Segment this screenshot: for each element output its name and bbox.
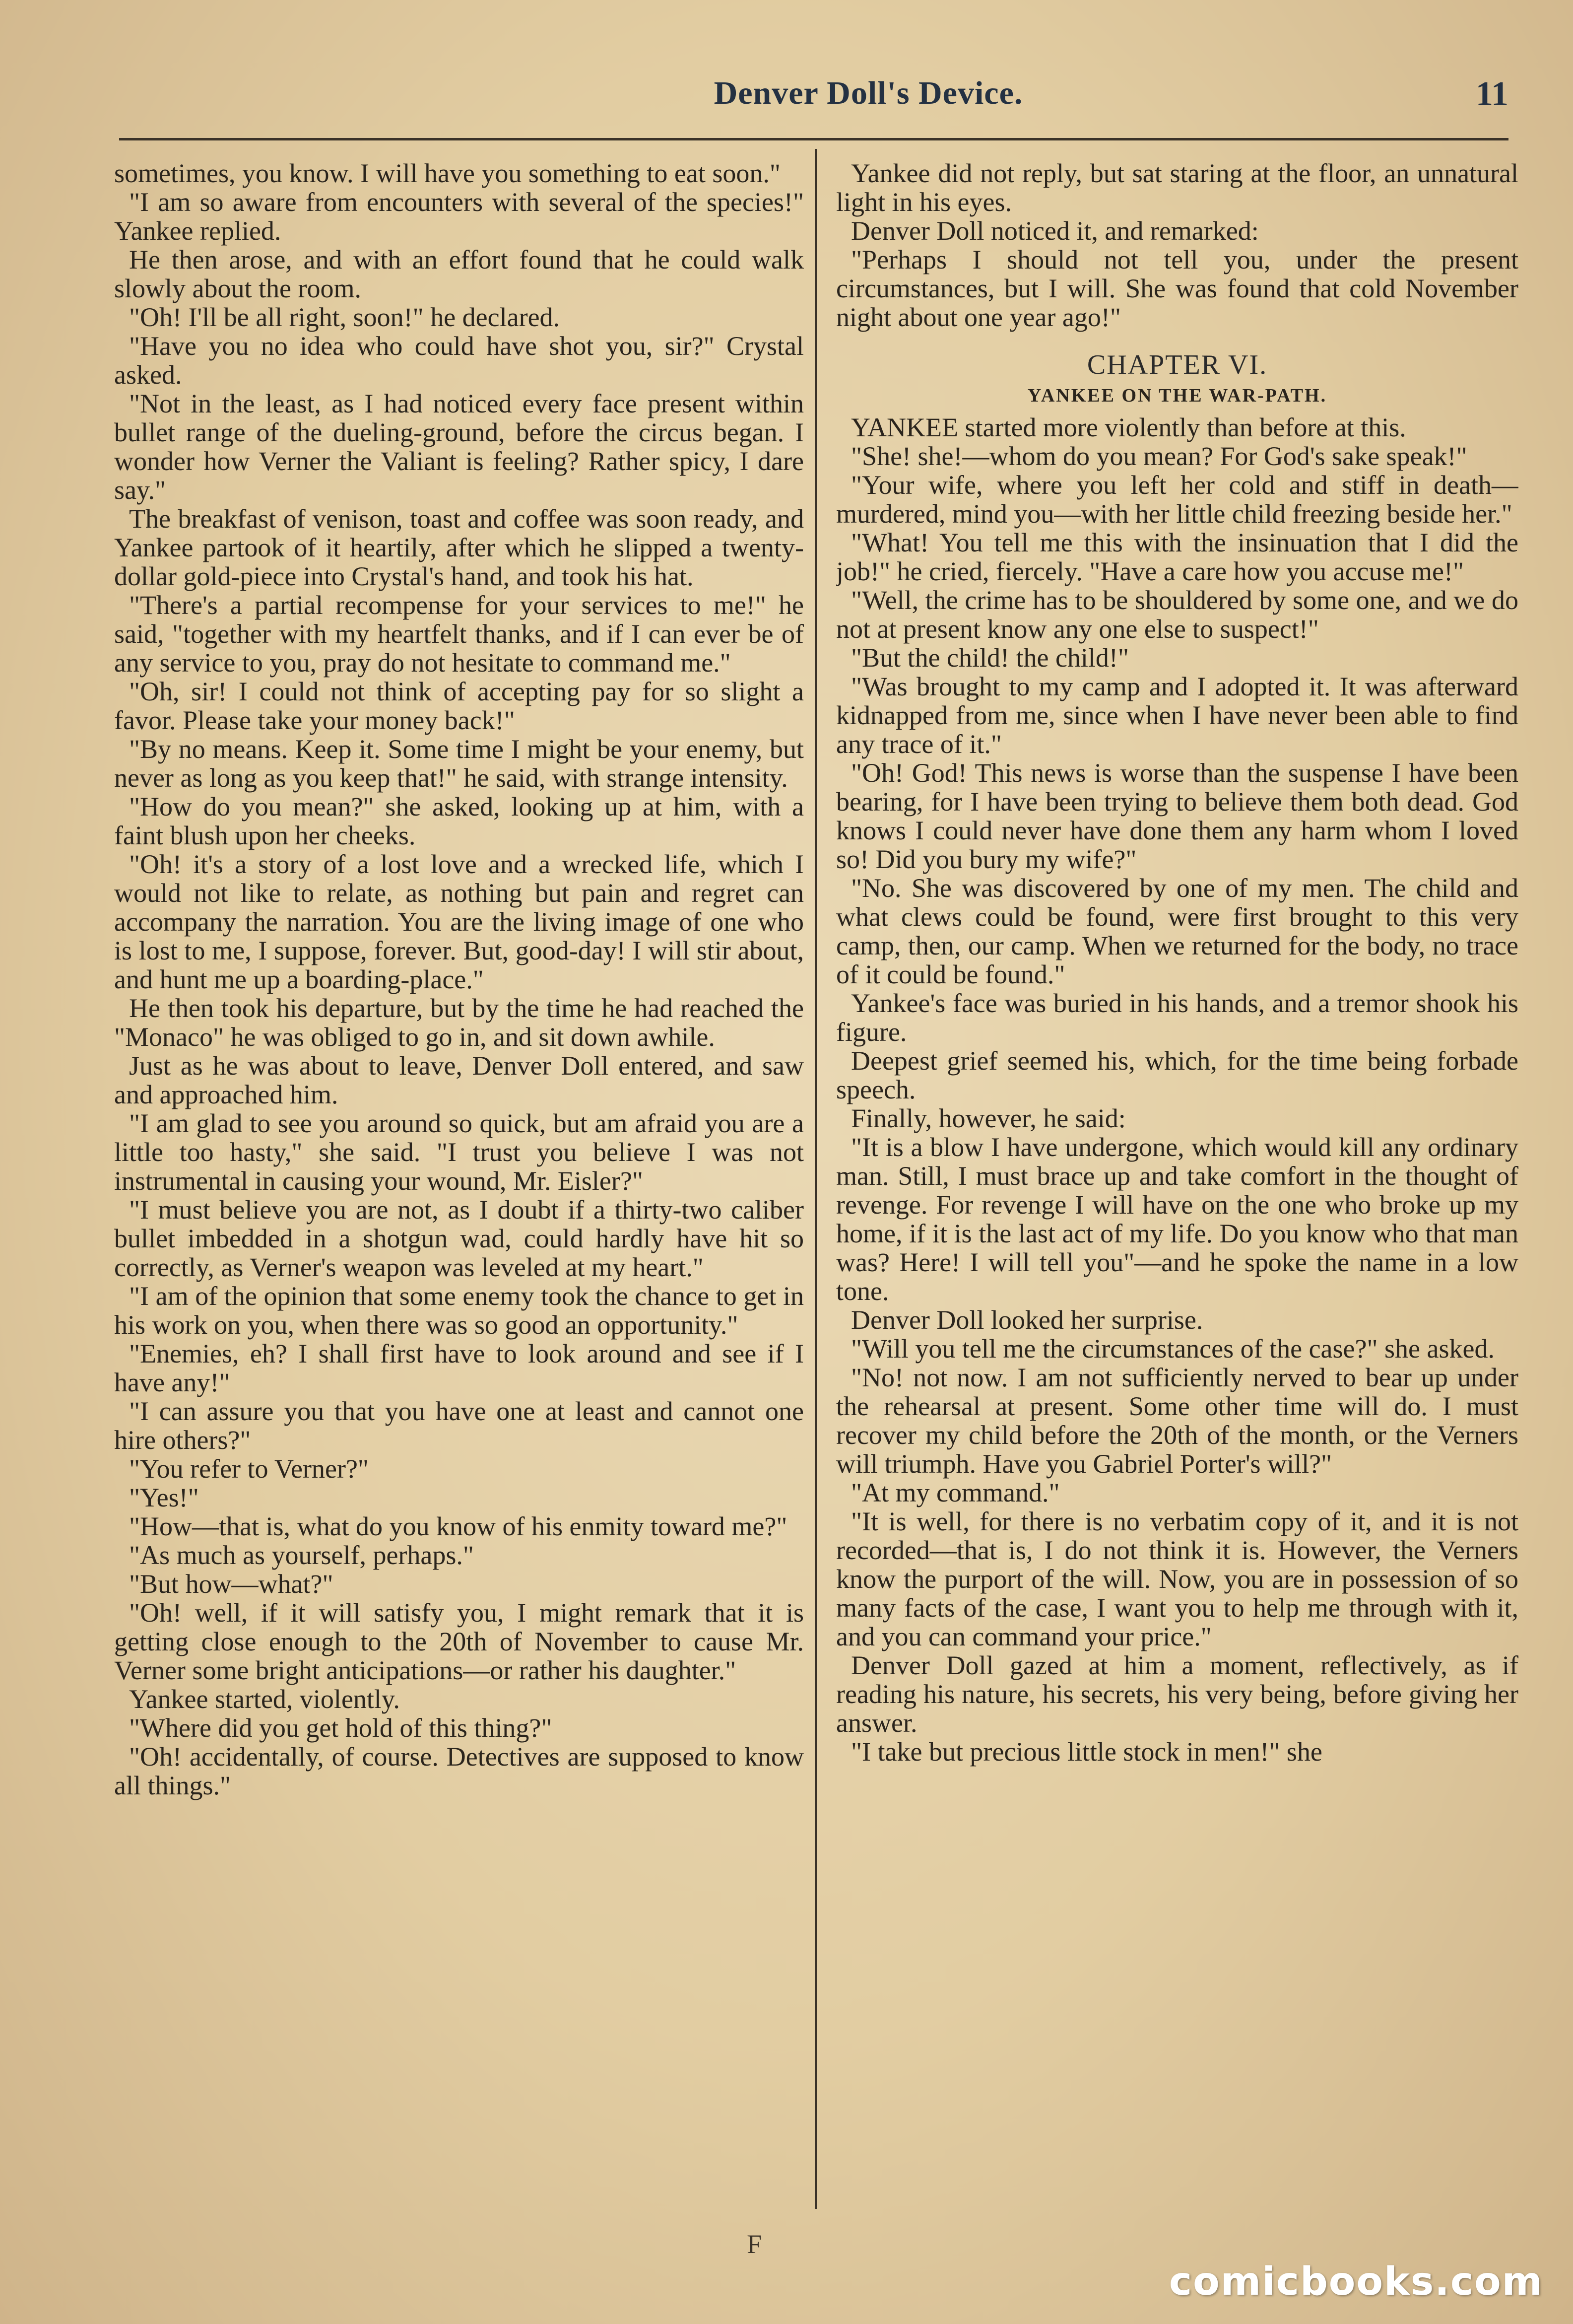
paragraph: "I am of the opinion that some enemy took the chance to get in his work on you, when there was so good an opportunity." (114, 1281, 804, 1340)
paragraph: He then arose, and with an effort found that he could walk slowly about the room. (114, 245, 804, 303)
running-title: Denver Doll's Device. (714, 75, 1023, 111)
chapter-heading: CHAPTER VI. (1087, 349, 1268, 380)
left-column (114, 159, 804, 2234)
paragraph: Denver Doll noticed it, and remarked: (851, 216, 1259, 246)
paragraph: "It is well, for there is no verbatim copy of it, and it is not recorded—that is, I do not think it is. However, the Verners know the purport of the will. Now, you are in possession of so many facts of the case, I want you to help me through with it, and you can command your price." (836, 1506, 1518, 1651)
paragraph: "By no means. Keep it. Some time I might be your enemy, but never as long as you keep that!" he said, with strange intensity. (114, 734, 804, 793)
right-column (836, 159, 1518, 2234)
paragraph: "I take but precious little stock in men!" she (851, 1737, 1322, 1767)
paragraph: "Oh! God! This news is worse than the suspense I have been bearing, for I have been trying to believe them both dead. God knows I could never have done them any harm whom I loved so! Did you bury my wife?" (836, 758, 1518, 874)
paragraph: "Oh! I'll be all right, soon!" he declared. (129, 302, 560, 332)
paragraph: YANKEE started more violently than before at this. (851, 412, 1406, 442)
paragraph: "How—that is, what do you know of his enmity toward me?" (129, 1511, 787, 1541)
paragraph: "I must believe you are not, as I doubt if a thirty-two caliber bullet imbedded in a shotgun wad, could hardly have hit so correctly, as Verner's weapon was leveled at my heart." (114, 1195, 804, 1282)
paragraph: The breakfast of venison, toast and coffee was soon ready, and Yankee partook of it heartily, after which he slipped a twenty-dollar gold-piece into Crystal's hand, and took his hat. (114, 504, 804, 591)
paragraph: "As much as yourself, perhaps." (129, 1540, 474, 1570)
paragraph: "Was brought to my camp and I adopted it. It was afterward kidnapped from me, since when I have never been able to find any trace of it." (836, 672, 1518, 759)
paragraph: "Not in the least, as I had noticed every face present within bullet range of the dueling-ground, before the circus began. I wonder how Verner the Valiant is feeling? Rather spicy, I dare say." (114, 389, 804, 505)
paragraph: "Where did you get hold of this thing?" (129, 1713, 552, 1743)
paragraph: Yankee started, violently. (129, 1684, 400, 1714)
paragraph: Denver Doll looked her surprise. (851, 1305, 1203, 1335)
watermark: comicbooks.com (1169, 2259, 1543, 2304)
paragraph: "How do you mean?" she asked, looking up at him, with a faint blush upon her cheeks. (114, 792, 804, 850)
paragraph: "Perhaps I should not tell you, under the present circumstances, but I will. She was found that cold November night about one year ago!" (836, 245, 1518, 332)
paragraph: sometimes, you know. I will have you something to eat soon." (114, 159, 781, 188)
chapter-subtitle: YANKEE ON THE WAR-PATH. (1027, 385, 1327, 406)
paragraph: "No! not now. I am not sufficiently nerved to bear up under the rehearsal at present. Some other time will do. I must recover my child before the 20th of the month, or the Verners will triumph. Have you Gabriel Porter's will?" (836, 1363, 1518, 1479)
paragraph: "I am glad to see you around so quick, but am afraid you are a little too hasty," she said. "I trust you believe I was not instrumental in causing your wound, Mr. Eisler?" (114, 1108, 804, 1196)
paragraph: "She! she!—whom do you mean? For God's sake speak!" (851, 441, 1467, 471)
paragraph: Deepest grief seemed his, which, for the time being forbade speech. (836, 1046, 1518, 1104)
paragraph: "But how—what?" (129, 1569, 333, 1599)
paragraph: "I can assure you that you have one at least and cannot one hire others?" (114, 1396, 804, 1455)
paragraph: Yankee did not reply, but sat staring at the floor, an unnatural light in his eyes. (836, 159, 1518, 217)
paragraph: "Oh, sir! I could not think of accepting pay for so slight a favor. Please take your money back!" (114, 677, 804, 735)
signature-mark: F (747, 2229, 762, 2259)
paragraph: "Have you no idea who could have shot you, sir?" Crystal asked. (114, 331, 804, 390)
paragraph: "Oh! accidentally, of course. Detectives are supposed to know all things." (114, 1742, 804, 1800)
paragraph: "I am so aware from encounters with several of the species!" Yankee replied. (114, 187, 804, 246)
column-divider (815, 149, 817, 2209)
paragraph: Yankee's face was buried in his hands, and a tremor shook his figure. (836, 988, 1518, 1047)
paragraph: "You refer to Verner?" (129, 1454, 369, 1484)
paragraph: "Yes!" (129, 1483, 199, 1512)
paragraph: He then took his departure, but by the time he had reached the "Monaco" he was obliged to go in, and sit down awhile. (114, 993, 804, 1052)
page-header (119, 74, 1508, 129)
page-number: 11 (1475, 75, 1508, 113)
paragraph: "Oh! it's a story of a lost love and a wrecked life, which I would not like to relate, as nothing but pain and regret can accompany the narration. You are the living image of one who is lost to me, I suppose, forever. But, good-day! I will stir about, and hunt me up a boarding-place." (114, 849, 804, 994)
paragraph: "But the child! the child!" (851, 643, 1129, 673)
header-rule (119, 138, 1508, 140)
paragraph: "Oh! well, if it will satisfy you, I might remark that it is getting close enough to the 20th of November to cause Mr. Verner some bright anticipations—or rather his daughter." (114, 1598, 804, 1685)
paragraph: "Enemies, eh? I shall first have to look around and see if I have any!" (114, 1339, 804, 1397)
paragraph: "Well, the crime has to be shouldered by some one, and we do not at present know any one else to suspect!" (836, 585, 1518, 644)
paragraph: Finally, however, he said: (851, 1103, 1126, 1133)
paragraph: "No. She was discovered by one of my men. The child and what clews could be found, were first brought to this very camp, then, our camp. When we returned for the body, no trace of it could be found." (836, 873, 1518, 989)
paragraph: "At my command." (851, 1478, 1060, 1507)
paragraph: Just as he was about to leave, Denver Doll entered, and saw and approached him. (114, 1051, 804, 1109)
paragraph: "There's a partial recompense for your services to me!" he said, "together with my heartfelt thanks, and if I can ever be of any service to you, pray do not hesitate to command me." (114, 590, 804, 678)
paragraph: "It is a blow I have undergone, which would kill any ordinary man. Still, I must brace up and take comfort in the thought of revenge. For revenge I will have on the one who broke up my home, if it is the last act of my life. Do you know who that man was? Here! I will tell you"—and he spoke the name in a low tone. (836, 1132, 1518, 1306)
paragraph: "Will you tell me the circumstances of the case?" she asked. (851, 1334, 1495, 1364)
paragraph: "What! You tell me this with the insinuation that I did the job!" he cried, fiercely. "Have a care how you accuse me!" (836, 528, 1518, 586)
paragraph: "Your wife, where you left her cold and stiff in death—murdered, mind you—with her little child freezing beside her." (836, 470, 1518, 529)
paragraph: Denver Doll gazed at him a moment, reflectively, as if reading his nature, his secrets, his very being, before giving her answer. (836, 1650, 1518, 1738)
